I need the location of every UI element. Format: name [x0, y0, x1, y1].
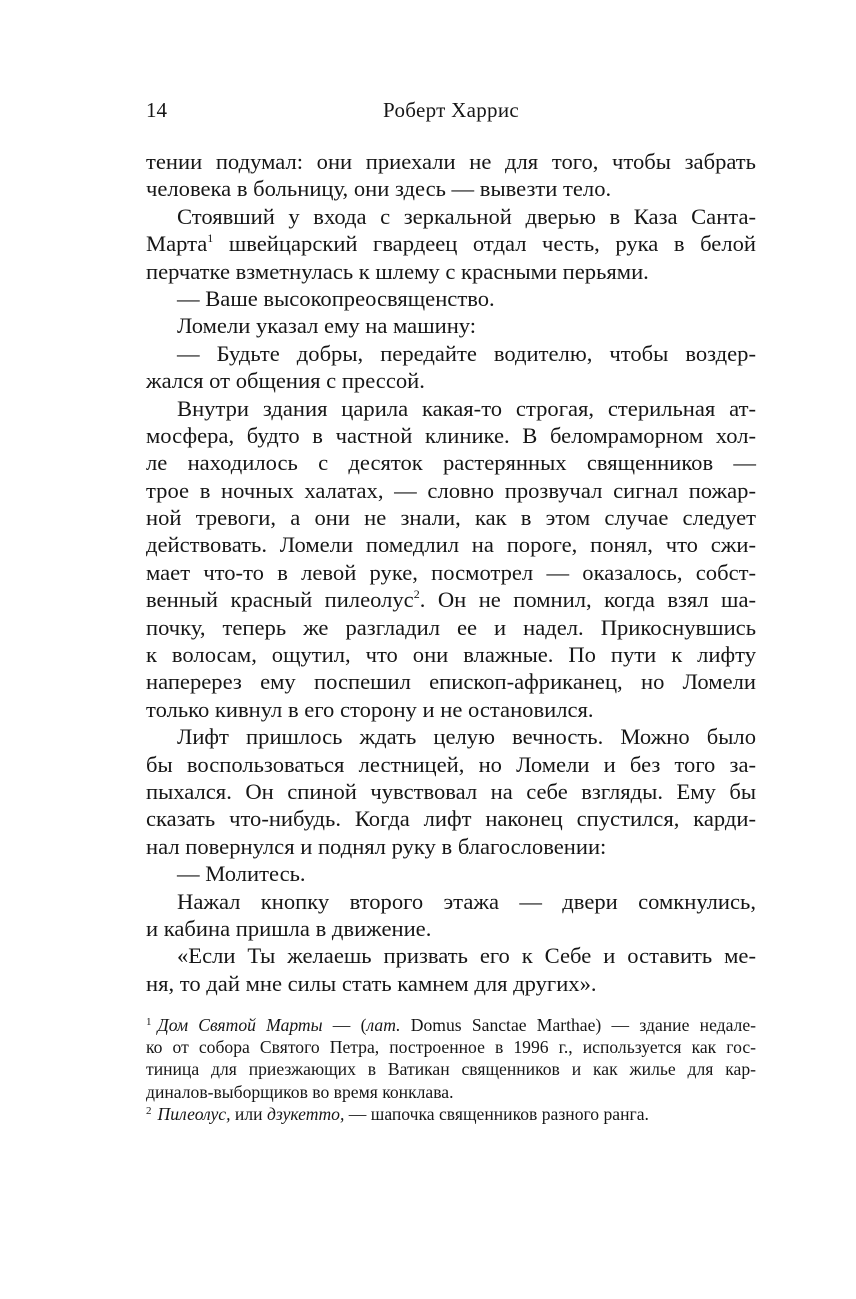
text-line: Ломели указал ему на машину: [177, 313, 477, 339]
footnote-lat-label: лат. [366, 1015, 401, 1035]
running-head-author: Роберт Харрис [383, 98, 519, 122]
text-line: к волосам, ощутил, что они влажные. По пути к лифту [146, 642, 756, 668]
text-line: Лифт пришлось ждать целую вечность. Можно было [177, 724, 756, 750]
text-line: «Если Ты желаешь призвать его к Себе и оставить ме- [177, 943, 756, 969]
text-line: — Ваше высокопреосвященство. [177, 285, 495, 311]
text-line: ной тревоги, а они не знали, как в этом случае следует [146, 505, 756, 531]
footnotes [146, 1014, 756, 1125]
text-fragment: . Он не помнил, когда взял ша- [419, 587, 756, 613]
footnote-text: Domus Sanctae Marthae) — здание недале- [400, 1015, 757, 1035]
text-line: мает что-то в левой руке, посмотрел — оказалось, собст- [146, 559, 756, 585]
footnote-term: Пилеолус, [157, 1103, 231, 1124]
text-line: только кивнул в его сторону и не остановился. [146, 696, 594, 722]
footnote-mark: 2 [146, 1104, 152, 1117]
text-line: нал повернулся и поднял руку в благословении: [146, 833, 607, 859]
text-line: наперерез ему поспешил епископ-африканец, но Ломели [146, 669, 756, 695]
main-text [146, 148, 756, 997]
text-fragment: швейцарский гвардеец отдал честь, рука в белой [213, 231, 756, 257]
text-line: перчатке взметнулась к шлему с красными перьями. [146, 258, 649, 284]
text-line: жался от общения с прессой. [146, 368, 425, 394]
text-line: действовать. Ломели помедлил на пороге, понял, что сжи- [146, 532, 756, 558]
text-line: сказать что-нибудь. Когда лифт наконец спустился, карди- [146, 806, 756, 832]
text-line: ле находилось с десяток растерянных священников — [146, 450, 756, 476]
text-line: — Молитесь. [177, 861, 306, 887]
text-line: и кабина пришла в движение. [146, 915, 432, 941]
text-line: тении подумал: они приехали не для того, чтобы забрать [146, 149, 756, 174]
footnote-text: — шапочка священников разного ранга. [344, 1103, 649, 1124]
footnote-ref-2[interactable]: 2 [413, 587, 420, 602]
text-line: мосфера, будто в частной клинике. В беломраморном хол- [146, 422, 756, 448]
text-line: пыхался. Он спиной чувствовал на себе взгляды. Ему бы [146, 778, 756, 804]
page-header [146, 93, 756, 127]
footnote-1 [146, 1014, 756, 1036]
footnote-line: диналов-выборщиков во время конклава. [146, 1081, 454, 1102]
text-line [146, 230, 756, 257]
footnote-term: дзукетто, [266, 1103, 345, 1124]
text-line: Нажал кнопку второго этажа — двери сомкнулись, [177, 888, 756, 914]
text-line: почку, теперь же разгладил ее и надел. Прикоснувшись [146, 614, 756, 640]
text-line [146, 586, 756, 613]
footnote-term: Дом Святой Марты [157, 1015, 323, 1035]
footnote-2 [146, 1103, 756, 1125]
footnote-mark: 1 [146, 1016, 152, 1028]
page-number: 14 [146, 98, 167, 122]
footnote-ref-1[interactable]: 1 [207, 231, 214, 246]
text-line: ня, то дай мне силы стать камнем для других». [146, 970, 597, 996]
text-line: — Будьте добры, передайте водителю, чтобы воздер- [177, 340, 756, 366]
footnote-line: ко от собора Святого Петра, построенное в 1996 г., используется как гос- [146, 1037, 756, 1058]
text-line: бы воспользоваться лестницей, но Ломели и без того за- [146, 751, 756, 777]
text-line: Стоявший у входа с зеркальной дверью в Каза Санта- [177, 203, 756, 229]
footnote-line: тиница для приезжающих в Ватикан священников и как жилье для кар- [146, 1059, 756, 1080]
text-fragment: Марта [146, 231, 208, 257]
footnote-text: или [230, 1103, 267, 1124]
text-line: Внутри здания царила какая-то строгая, стерильная ат- [177, 395, 756, 421]
text-line: человека в больницу, они здесь — вывезти тело. [146, 176, 612, 202]
footnote-text: — ( [322, 1015, 367, 1035]
text-line: трое в ночных халатах, — словно прозвучал сигнал пожар- [146, 477, 756, 503]
text-fragment: венный красный пилеолус [146, 587, 414, 613]
